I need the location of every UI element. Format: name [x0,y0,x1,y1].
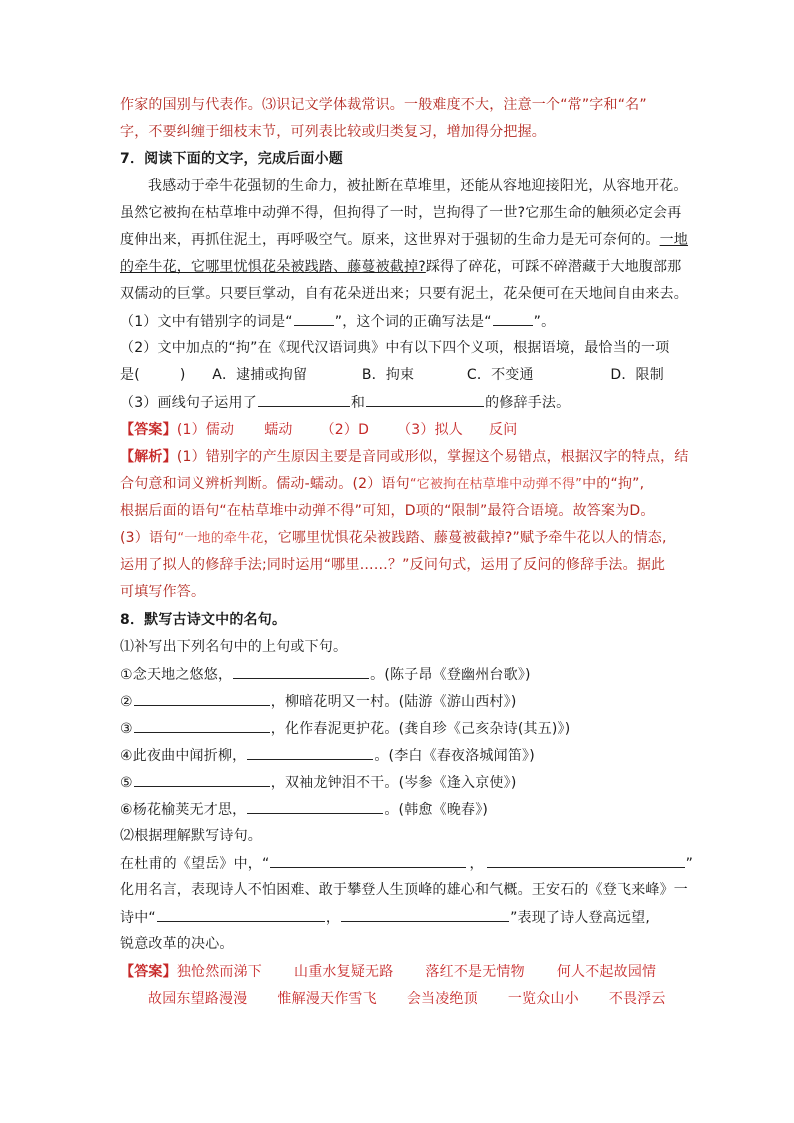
q8-answer-1: 独怆然而涕下 [176,964,263,980]
q7-analysis-quote: “它被拘在枯草堆中动弹不得” [409,477,583,492]
q7-analysis-line-2 [120,474,644,495]
q7-answer-2: 蠕动 [264,422,293,438]
q8-answer-7: 会当凌绝顶 [406,991,478,1007]
q7-option-c[interactable]: C．不变通 [466,367,534,383]
q7-sub-2-options [120,365,664,385]
q7-sub-3-text-b: 和 [350,395,366,411]
q7-analysis-text: 合句意和词义辨析判断。儒动-蠕动。(2）语句 [120,476,410,492]
q8-item-2-text: ，柳暗花明又一村。(陆游《游山西村》) [270,694,517,710]
q7-passage-line-2: 虽然它被拘在枯草堆中动弹不得，但拘得了一时，岂拘得了一世?它那生命的触须必定会再 [120,205,682,221]
q8-poem-line-4: 锐意改革的决心。 [120,936,234,952]
q8-item-5-num: ⑤ [120,775,133,791]
q7-blank-rhetoric-1[interactable] [258,392,350,407]
q7-analysis-line-1 [120,447,689,467]
q8-answer-8: 一览众山小 [507,991,579,1007]
q7-sub-1-text-a: （1）文中有错别字的词是“ [120,314,293,330]
q8-item-6-text: ⑥杨花榆荚无才思， [120,802,247,818]
q7-sub-3 [120,392,570,413]
q8-poem-text: 在杜甫的《望岳》中，“ [120,856,270,872]
q7-analysis-line-4 [120,528,667,549]
answer-tag: 【答案】 [120,422,177,438]
q7-answer-5: 反问 [489,422,518,438]
q8-blank-feilai-1[interactable] [157,907,325,922]
q7-sub-2: （2）文中加点的“拘”在《现代汉语词典》中有以下四个义项，根据语境，最恰当的一项 [120,340,670,356]
q8-poem-text: ”表现了诗人登高远望, [510,910,650,926]
q7-passage-line-5: 双儒动的巨掌。只要巨掌动，自有花朵迸出来；只要有泥土，花朵便可在天地间自由来去。 [120,286,688,302]
q7-passage-text: 踩得了碎花，可踩不碎潜藏于大地腹部那 [425,259,682,275]
q8-answer-3: 落红不是无情物 [425,964,525,980]
q8-blank-3[interactable] [134,718,270,733]
q8-item-1 [120,664,531,685]
q7-passage-line-4 [120,257,681,277]
q8-item-4-source: 。(李白《春夜洛城闻笛》) [374,748,535,764]
q8-answer-9: 不畏浮云 [608,991,666,1007]
prev-analysis-line-1: 作家的国别与代表作。⑶识记文学体裁常识。一般难度不大，注意一个“常”字和“名” [120,97,647,113]
q7-option-d[interactable]: D．限制 [610,367,664,383]
q7-sub-1-text-c: ”。 [533,314,556,330]
q8-blank-1[interactable] [233,664,369,679]
q8-blank-5[interactable] [134,772,270,787]
q7-sub-1-text-b: ”，这个词的正确写法是“ [334,314,492,330]
q7-answer [120,420,517,440]
q8-item-5 [120,772,517,793]
q8-item-3-text: ，化作春泥更护花。(龚自珍《己亥杂诗(其五)》) [270,721,571,737]
q8-heading: 8．默写古诗文中的名句。 [120,612,287,628]
q7-analysis-line-5: 运用了拟人的修辞手法;同时运用“哪里……？”反问句式，运用了反问的修辞手法。据此 [120,557,666,573]
q7-analysis-text: ，它哪里忧惧花朵被践踏、藤蔓被截掉?”赋予牵牛花以人的情态, [263,530,667,546]
q7-analysis-line-6: 可填写作答。 [120,584,206,600]
q8-item-3-num: ③ [120,721,133,737]
q8-item-6 [120,799,488,820]
analysis-tag: 【解析】 [120,449,177,465]
answer-tag: 【答案】 [120,964,177,980]
q7-analysis-quote: “一地的牵牛花 [177,531,264,546]
q7-blank-wrong-word[interactable] [294,311,334,326]
q8-blank-wangyue-2[interactable] [487,853,685,868]
prev-analysis-line-2: 字，不要纠缠于细枝末节，可列表比较或归类复习，增加得分把握。 [120,124,546,140]
q8-item-2-num: ② [120,694,133,710]
q8-blank-feilai-2[interactable] [341,907,509,922]
q7-underlined-sentence: 的牵牛花，它哪里忧惧花朵被践踏、藤蔓被截掉? [120,259,426,275]
q8-blank-wangyue-1[interactable] [270,853,466,868]
q8-answer-5: 故园东望路漫漫 [148,991,248,1007]
q7-answer-4: （3）拟人 [397,422,464,438]
q7-heading: 7．阅读下面的文字，完成后面小题 [120,151,343,167]
q7-blank-correct-word[interactable] [493,311,533,326]
q7-sub-3-text-c: 的修辞手法。 [485,395,571,411]
q8-blank-6[interactable] [247,799,383,814]
q8-blank-4[interactable] [247,745,373,760]
q8-sub-2: ⑵根据理解默写诗句。 [120,828,262,844]
q8-answer-2: 山重水复疑无路 [294,964,394,980]
q7-sub-3-text-a: （3）画线句子运用了 [120,395,257,411]
q7-option-a[interactable]: A．逮捕或拘留 [212,367,308,383]
q8-blank-2[interactable] [134,691,270,706]
q8-poem-text: 诗中“ [120,910,156,926]
q7-passage-line-1: 我感动于牵牛花强韧的生命力，被扯断在草堆里，还能从容地迎接阳光，从容地开花。 [148,178,688,194]
q8-item-3 [120,718,570,739]
q7-analysis-text: (1）错别字的产生原因主要是音同或形似，掌握这个易错点，根据汉字的特点，结 [176,449,689,465]
q8-item-1-source: 。(陈子昂《登幽州台歌》) [370,667,531,683]
q7-passage-text: 度伸出来，再抓住泥土，再呼吸空气。原来，这世界对于强韧的生命力是无可奈何的。 [120,232,660,248]
q8-item-4-text: ④此夜曲中闻折柳， [120,748,247,764]
q8-poem-line-1: 在杜甫的《望岳》中，“ ， ” [120,853,693,874]
q7-analysis-text: (3）语句 [120,530,178,546]
q7-sub-1 [120,311,555,332]
q7-underlined-start: 一地 [659,232,689,248]
q8-poem-text: ， [325,910,341,926]
q7-option-b[interactable]: B．拘束 [361,367,415,383]
q8-answer-row-1 [120,962,656,982]
q8-answer-4: 何人不起故园情 [556,964,657,980]
q8-item-1-text: ①念天地之悠悠， [120,667,233,683]
q7-passage-line-3 [120,230,688,250]
q8-answer-row-2 [148,989,666,1009]
q7-analysis-line-3: 根据后面的语句“在枯草堆中动弹不得”可知，D项的“限制”最符合语境。故答案为D。 [120,503,655,519]
q7-choice-close: ) [179,367,186,383]
q8-sub-1: ⑴补写出下列名句中的上句或下句。 [120,639,348,655]
q8-poem-line-3 [120,907,650,928]
q8-item-2 [120,691,517,712]
q8-item-4 [120,745,535,766]
q7-answer-1: (1）儒动 [176,422,235,438]
q8-poem-text: ” [685,856,694,872]
q7-analysis-text: 中的“拘”, [582,476,645,492]
q8-item-5-text: ，双袖龙钟泪不干。(岑参《逢入京使》) [270,775,517,791]
q7-choice-open: 是( [120,367,140,383]
q8-poem-line-2: 化用名言，表现诗人不怕困难、敢于攀登人生顶峰的雄心和气概。王安石的《登飞来峰》一 [120,882,688,898]
q8-item-6-source: 。(韩愈《晚春》) [384,802,489,818]
q7-answer-3: （2）D [320,422,370,438]
q8-answer-6: 惟解漫天作雪飞 [277,991,377,1007]
q7-blank-rhetoric-2[interactable] [366,392,484,407]
